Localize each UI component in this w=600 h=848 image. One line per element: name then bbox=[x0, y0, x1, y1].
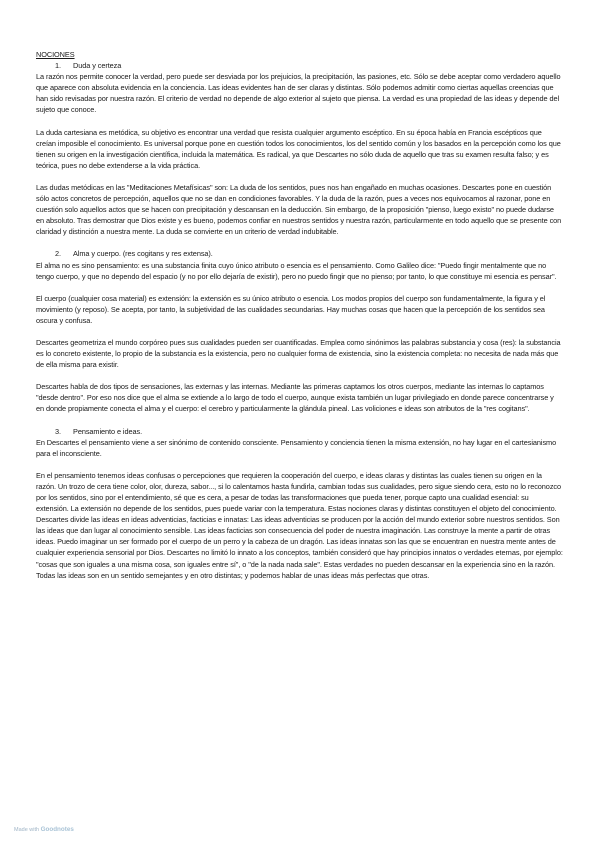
section-title: Alma y cuerpo. (res cogitans y res extensa). bbox=[73, 249, 213, 259]
paragraph: En el pensamiento tenemos ideas confusas o percepciones que requieren la cooperación del cuerpo, e ideas claras y distintas las cuales tienen su origen en la razón. Un trozo de cera tiene color, olor, dureza, sabor..., si lo calentamos hasta fundirla, cambian todas sus cualidades, pero sigue siendo cera, esto no lo reconozco por los sentidos, sino por el entendimiento, sé que es cera, a pesar de todas las transformaciones que pueda tener, porque capto una cualidad esencial: su extensión. La extensión no depende de los sentidos, pues puede variar con la temperatura. Estas nociones claras y distintas constituyen el objeto del conocimiento. Descartes divide las ideas en ideas adventicias, facticias e innatas: Las ideas adventicias se producen por la acción del mundo exterior sobre nuestros sentidos. Son las ideas que dan lugar al conocimiento sensible. Las ideas facticias son consecuencia del poder de nuestra imaginación. Las construye la mente a partir de otras ideas. Puedo imaginar un ser formado por el cuerpo de un perro y la cabeza de un dragón. Las ideas innatas son las que se encuentran en nuestra mente antes de cualquier experiencia sensorial por Dios. Descartes no limitó lo innato a los conceptos, también consideró que hay principios innatos o verdades eternas, por ejemplo: "cosas que son iguales a una misma cosa, son iguales entre sí", o "de la nada nada sale". Estas verdades no pueden descansar en la experiencia sino en la razón. Todas las ideas son en un sentido semejantes y en otro distintas; y podemos hablar de unas ideas más perfectas que otras. bbox=[36, 470, 563, 580]
paragraph: El alma no es sino pensamiento: es una substancia finita cuyo único atributo o esencia es el pensamiento. Como Galileo dice: "Puedo fingir mentalmente que no tengo cuerpo, y que no dependo del espacio (y no por ello dejaría de existir), pero no puedo fingir que no pienso; por tanto, lo que constituye mi esencia es pensar". bbox=[36, 260, 557, 281]
document-page bbox=[36, 49, 563, 581]
paragraph: Las dudas metódicas en las "Meditaciones Metafísicas" son: La duda de los sentidos, pues nos han engañado en muchas ocasiones. Descartes pone en cuestión sólo actos concretos de percepción, aquellos que no se dan en condiciones favorables. Y la duda de la razón, pues a veces nos equivocamos al razonar, pone en cuestión solo aquellos actos que se hacen con precipitación y descansan en la deducción. Sin embargo, de la proposición "pienso, luego existo" no puede dudarse en absoluto. Tras demostrar que Dios existe y es bueno, podemos confiar en nuestros sentidos y nuestra razón, particularmente en todo aquello que se presente con claridad y distinción a nuestra mente. La duda se convierte en un criterio de verdad indubitable. bbox=[36, 182, 562, 237]
paragraph: La duda cartesiana es metódica, su objetivo es encontrar una verdad que resista cualquier argumento escéptico. En su época había en Francia escépticos que creían imposible el conocimiento. Es universal porque pone en cuestión todos los conocimientos, los del sentido común y los basados en la percepción como los que tienen su origen en la investigación científica, incluida la matemática. Es radical, ya que Descartes no sólo duda de aquello que tras su examen resulta falso; y es teórica, pues no debe extenderse a la vida práctica. bbox=[36, 127, 561, 170]
paragraph: La razón nos permite conocer la verdad, pero puede ser desviada por los prejuicios, la precipitación, las pasiones, etc. Sólo se debe aceptar como verdadero aquello que aparece con absoluta evidencia en la conciencia. Las ideas evidentes han de ser claras y distintas. Sólo podemos admitir como ciertas aquellas creencias que han sido revisadas por nuestra razón. El criterio de verdad no depende de algo exterior al sujeto que piensa. La verdad es una propiedad de las ideas y depende del sujeto que conoce. bbox=[36, 72, 561, 115]
section-number: 1. bbox=[55, 61, 61, 71]
section-heading bbox=[36, 60, 563, 71]
section-number: 2. bbox=[55, 249, 61, 259]
paragraph: El cuerpo (cualquier cosa material) es extensión: la extensión es su único atributo o esencia. Los modos propios del cuerpo son fundamentalmente, la figura y el movimiento (y reposo). Se acepta, por tanto, la subjetividad de las cualidades secundarias. Hay muchas cosas que hacen que la percepción de los sentidos sea oscura y confusa. bbox=[36, 293, 546, 325]
section-heading bbox=[36, 248, 563, 259]
made-with-label: Made with bbox=[14, 827, 40, 833]
section-title: Duda y certeza bbox=[73, 61, 122, 71]
section-duda-y-certeza bbox=[36, 60, 563, 237]
section-pensamiento-e-ideas bbox=[36, 426, 563, 581]
section-title: Pensamiento e ideas. bbox=[73, 426, 143, 436]
section-alma-y-cuerpo bbox=[36, 248, 563, 414]
paragraph: En Descartes el pensamiento viene a ser sinónimo de contenido consciente. Pensamiento y conciencia tienen la misma extensión, no hay lugar en el cartesianismo para el inconsciente. bbox=[36, 437, 557, 458]
goodnotes-logo bbox=[14, 826, 74, 833]
section-number: 3. bbox=[55, 426, 61, 436]
paragraph: Descartes habla de dos tipos de sensaciones, las externas y las internas. Mediante las primeras captamos los otros cuerpos, mediante las internas lo captamos "desde dentro". Por eso nos dice que el alma se extiende a lo largo de todo el cuerpo, aunque exista también un lugar privilegiado en donde parece concentrarse y en donde propiamente conecta el alma y el cuerpo: el cerebro y particularmente la glándula pineal. Las voliciones e ideas son atributos de la "res cogitans". bbox=[36, 382, 554, 414]
paragraph: Descartes geometriza el mundo corpóreo pues sus cualidades pueden ser cuantificadas. Emplea como sinónimos las palabras substancia y cosa (res): la substancia es lo concreto existente, lo propio de la substancia es la existencia, pero no cualquier forma de existencia, sino la existencia completa: no necesita de nada más que de ella misma para existir. bbox=[36, 337, 561, 370]
document-title: NOCIONES bbox=[36, 50, 75, 59]
brand-label: Goodnotes bbox=[40, 826, 74, 833]
section-heading bbox=[36, 426, 563, 437]
